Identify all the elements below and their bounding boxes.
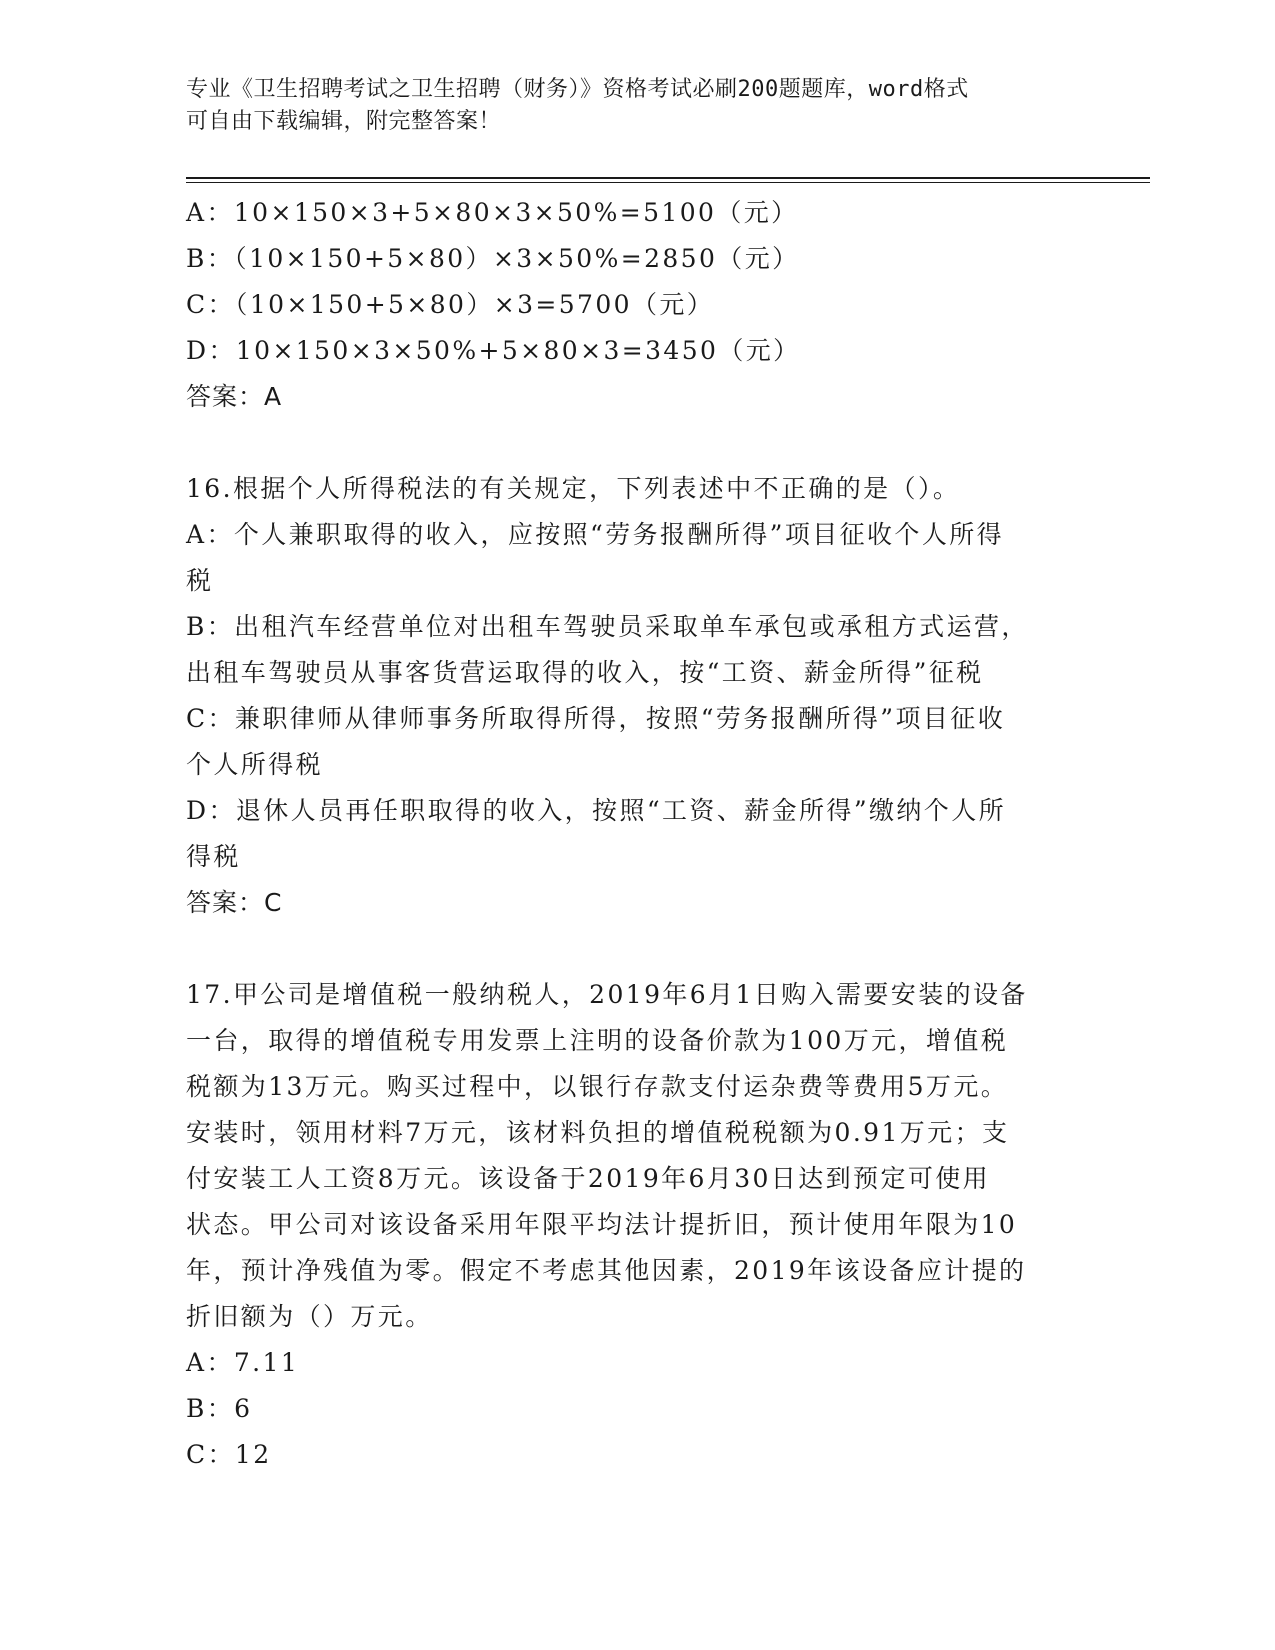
q17-option-c: C：12	[186, 1440, 272, 1469]
q15-option-c: C：（10×150+5×80）×3=5700（元）	[186, 290, 715, 319]
q17-stem-line-5: 付安装工人工资8万元。该设备于2019年6月30日达到预定可使用	[186, 1164, 991, 1193]
q15-option-b: B：（10×150+5×80）×3×50%=2850（元）	[186, 244, 800, 273]
q17-stem-line-8: 折旧额为（）万元。	[186, 1302, 433, 1331]
question-15-block	[186, 190, 1086, 420]
q16-option-d-line-2: 得税	[186, 842, 241, 871]
header-line-1: 专业《卫生招聘考试之卫生招聘（财务）》资格考试必刷200题题库，word格式	[186, 77, 969, 102]
spacer	[186, 926, 1086, 972]
q17-option-b: B：6	[186, 1394, 253, 1423]
document-body	[186, 190, 1086, 1478]
document-header	[186, 74, 1066, 138]
q15-option-a: A：10×150×3+5×80×3×50%=5100（元）	[186, 198, 799, 227]
q17-stem-line-7: 年，预计净残值为零。假定不考虑其他因素，2019年该设备应计提的	[186, 1256, 1027, 1285]
q17-option-a: A：7.11	[186, 1348, 300, 1377]
q17-stem-line-6: 状态。甲公司对该设备采用年限平均法计提折旧，预计使用年限为10	[186, 1210, 1018, 1239]
q17-stem-line-2: 一台，取得的增值税专用发票上注明的设备价款为100万元，增值税	[186, 1026, 1009, 1055]
header-line-2: 可自由下载编辑，附完整答案！	[186, 109, 502, 134]
q16-answer: 答案：C	[186, 888, 283, 917]
spacer	[186, 420, 1086, 466]
question-17-block	[186, 972, 1086, 1478]
question-16-block	[186, 466, 1086, 926]
q17-stem-line-1: 17.甲公司是增值税一般纳税人，2019年6月1日购入需要安装的设备	[186, 980, 1028, 1009]
q16-option-d-line-1: D：退休人员再任职取得的收入，按照“工资、薪金所得”缴纳个人所	[186, 796, 1007, 825]
q15-option-d: D：10×150×3×50%+5×80×3=3450（元）	[186, 336, 801, 365]
q16-option-a-line-1: A：个人兼职取得的收入，应按照“劳务报酬所得”项目征收个人所得	[186, 520, 1005, 549]
q16-stem: 16.根据个人所得税法的有关规定，下列表述中不正确的是（）。	[186, 474, 961, 503]
header-rule-thin	[186, 182, 1150, 183]
q17-stem-line-4: 安装时，领用材料7万元，该材料负担的增值税税额为0.91万元；支	[186, 1118, 1010, 1147]
q16-option-b-line-2: 出租车驾驶员从事客货营运取得的收入，按“工资、薪金所得”征税	[186, 658, 984, 687]
q16-option-c-line-2: 个人所得税	[186, 750, 324, 779]
q17-stem-line-3: 税额为13万元。购买过程中，以银行存款支付运杂费等费用5万元。	[186, 1072, 1009, 1101]
q16-option-c-line-1: C：兼职律师从律师事务所取得所得，按照“劳务报酬所得”项目征收	[186, 704, 1006, 733]
header-rule-thick	[186, 177, 1150, 179]
q16-option-a-line-2: 税	[186, 566, 214, 595]
q15-answer: 答案：A	[186, 382, 283, 411]
q16-option-b-line-1: B：出租汽车经营单位对出租车驾驶员采取单车承包或承租方式运营，	[186, 612, 1029, 641]
